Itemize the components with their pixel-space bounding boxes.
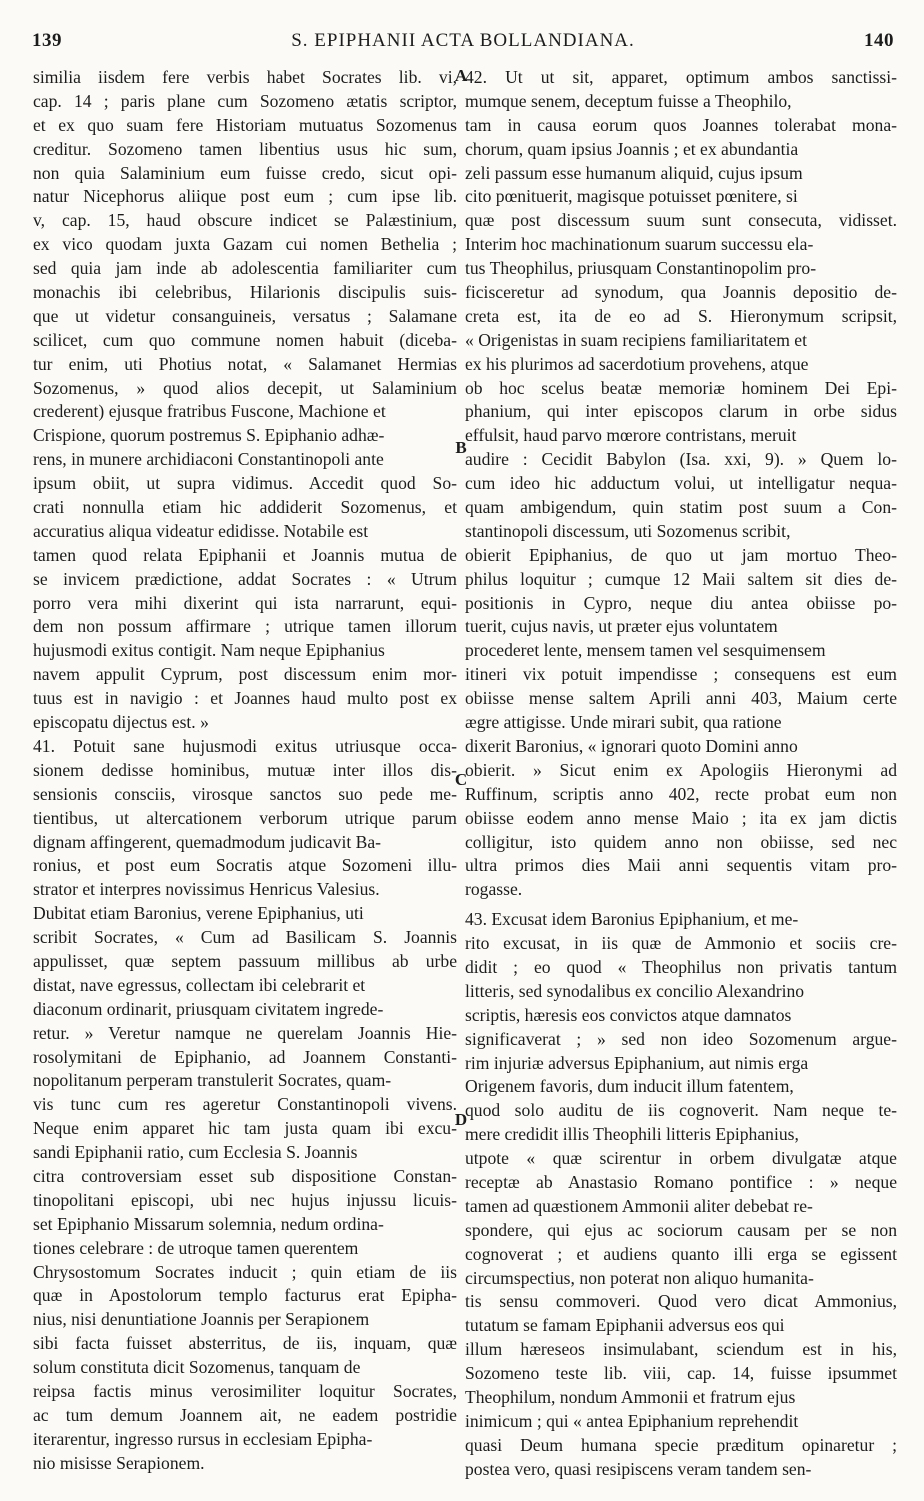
text-line: scribit Socrates, « Cum ad Basilicam S. Joannis (33, 927, 457, 948)
text-line: hujusmodi exitus contigit. Nam neque Epiphanius (33, 640, 385, 661)
text-line: quod solo auditu de iis cognoverit. Nam neque te- (465, 1100, 897, 1121)
text-line: inimicum ; qui « antea Epiphanium reprehendit (465, 1410, 799, 1431)
text-line: quæ post discessum suum sunt consecuta, vidisset. (465, 210, 897, 231)
text-line: tus Theophilus, priusquam Constantinopolim pro- (465, 258, 817, 279)
text-line: 43. Excusat idem Baronius Epiphanium, et me- (465, 909, 799, 930)
text-line: obierit. » Sicut enim ex Apologiis Hieronymi ad (465, 759, 897, 780)
text-line: rim injuriæ adversus Epiphanium, aut nimis erga (465, 1052, 809, 1073)
text-line: similia iisdem fere verbis habet Socrates lib. vi, (33, 67, 457, 87)
text-line: tuerit, cujus navis, ut præter ejus voluntatem (465, 616, 778, 637)
text-line: ex vico quodam juxta Gazam cui nomen Bethelia ; (33, 234, 457, 255)
text-line: tam in causa eorum quos Joannes tolerabat mona- (465, 114, 897, 135)
right-text-column (465, 66, 897, 1482)
text-line: quam ambigendum, quin statim post suum a Con- (465, 497, 897, 518)
text-line: et ex quo suam fere Historiam mutuatus Sozomenus (33, 114, 457, 135)
text-line: retur. » Veretur namque ne querelam Joannis Hie- (33, 1022, 457, 1043)
text-line: audire : Cecidit Babylon (Isa. xxi, 9). » Quem lo- (465, 449, 897, 470)
text-line: distat, nave egressus, collectam ibi celebrarit et (33, 974, 366, 995)
text-line: Ruffinum, scriptis anno 402, recte probat eum non (465, 783, 897, 804)
text-line: quæ in Apostolorum templo facturus erat Epipha- (33, 1285, 457, 1306)
text-line: nius, nisi denuntiatione Joannis per Serapionem (33, 1309, 370, 1330)
text-line: chorum, quam ipsius Joannis ; et ex abundantia (465, 138, 799, 159)
text-line: monachis ibi celebribus, Hilarionis discipulis suis- (33, 282, 457, 303)
text-line: episcopatu dijectus est. » (33, 712, 209, 733)
text-line: positionis in Cypro, neque diu antea obiisse po- (465, 592, 897, 613)
text-line: cap. 14 ; paris plane cum Sozomeno ætatis scriptor, (33, 90, 457, 111)
text-line: rens, in munere archidiaconi Constantinopoli ante (33, 449, 384, 470)
text-line: obierit Epiphanius, de quo ut jam mortuo Theo- (465, 544, 897, 565)
text-line: porro vera mihi dixerint qui ista narrarunt, equi- (33, 592, 457, 613)
text-line: diaconum ordinarit, priusquam civitatem ingrede- (33, 998, 384, 1019)
running-header (32, 30, 894, 58)
text-line: crederent) ejusque fratribus Fuscone, Machione et (33, 401, 386, 422)
text-line: v, cap. 15, haud obscure indicet se Palæstinium, (33, 210, 457, 231)
text-line: utpote « quæ scirentur in orbem divulgatæ atque (465, 1148, 897, 1169)
text-line: vis tunc cum res ageretur Constantinopoli vivens. (33, 1094, 457, 1115)
text-line: scilicet, cum quo commune nomen habuit (diceba- (33, 329, 457, 350)
text-line: dem non possum affirmare ; utrique tamen illorum (33, 616, 457, 637)
text-line: ac tum demum Joannem ait, ne eadem postridie (33, 1404, 457, 1425)
text-line: Sozomeno teste lib. viii, cap. 14, fuisse ipsummet (465, 1363, 897, 1384)
text-line: 42. Ut ut sit, apparet, optimum ambos sanctissi- (465, 67, 897, 87)
text-line: accuratius aliqua videatur edidisse. Notabile est (33, 520, 369, 541)
text-line: tur enim, uti Photius notat, « Salamanet Hermias (33, 353, 457, 374)
text-line: cognoverat ; et audiens quanto illi erga se egissent (465, 1243, 897, 1264)
text-line: zeli passum esse humanum aliquid, cujus ipsum (465, 162, 803, 183)
text-line: significaverat ; » sed non ideo Sozomenum argue- (465, 1028, 897, 1049)
running-title: S. EPIPHANII ACTA BOLLANDIANA. (291, 30, 635, 51)
text-line: circumspectius, non poterat non aliquo humanita- (465, 1267, 814, 1288)
text-line: tientibus, ut altercationem verborum utrique parum (33, 807, 457, 828)
text-line: illum hæreseos insimulabant, sciendum est in his, (465, 1339, 897, 1360)
text-line: solum constituta dicit Sozomenus, tanquam de (33, 1357, 361, 1378)
text-line: tuus est in navigio : et Joannes haud multo post ex (33, 688, 457, 709)
text-line: se invicem prædictione, addat Socrates : « Utrum (33, 568, 457, 589)
text-line: Dubitat etiam Baronius, verene Epiphanius, uti (33, 903, 364, 924)
text-line: sibi facta fuisset absterritus, de iis, inquam, quæ (33, 1333, 457, 1354)
text-line: postea vero, quasi resipiscens veram tandem sen- (465, 1458, 812, 1479)
text-line: que ut videtur consanguineis, versatus ; Salamane (33, 305, 457, 326)
text-line: navem appulit Cyprum, post discessum enim mor- (33, 664, 457, 685)
text-line: rosolymitani de Epiphanio, ad Joannem Constanti- (33, 1046, 457, 1067)
text-line: « Origenistas in suam recipiens familiaritatem et (465, 329, 807, 350)
text-line: iterarentur, ingresso rursus in ecclesiam Epipha- (33, 1428, 373, 1449)
text-line: itineri vix potuit impendisse ; consequens est eum (465, 664, 897, 685)
text-line: scriptis, hæresis eos convictos atque damnatos (465, 1004, 792, 1025)
text-line: sensionis consciis, virosque sanctos suo pede me- (33, 783, 457, 804)
text-line: appulisset, quæ septem passuum millibus ab urbe (33, 950, 457, 971)
text-line: dixerit Baronius, « ignorari quoto Domini anno (465, 735, 798, 756)
text-line: reipsa factis minus verosimiliter loquitur Socrates, (33, 1380, 457, 1401)
text-line: mumque senem, deceptum fuisse a Theophilo, (465, 90, 792, 111)
text-line: litteris, sed synodalibus ex concilio Alexandrino (465, 980, 805, 1001)
text-line: Origenem favoris, dum inducit illum fatentem, (465, 1076, 794, 1097)
text-line: dignam affingerent, quemadmodum judicavit Ba- (33, 831, 382, 852)
text-line: procederet lente, mensem tamen vel sesquimensem (465, 640, 826, 661)
text-line: ronius, et post eum Socratis atque Sozomeni illu- (33, 855, 457, 876)
text-line: Theophilum, nondum Ammonii et fratrum ejus (465, 1386, 796, 1407)
text-line: receptæ ab Anastasio Romano pontifice : » neque (465, 1171, 897, 1192)
text-line: 41. Potuit sane hujusmodi exitus utriusque occa- (33, 735, 457, 756)
page-number-left: 139 (32, 30, 62, 51)
text-line: Neque enim apparet hic tam justa quam ibi excu- (33, 1118, 457, 1139)
text-line: stantinopoli discessum, uti Sozomenus scribit, (465, 520, 791, 541)
text-line: ultra primos dies Maii anni sequentis vitam pro- (465, 855, 897, 876)
text-line: spondere, qui ejus ac sociorum causam per se non (465, 1219, 897, 1240)
text-line: strator et interpres novissimus Henricus Valesius. (33, 879, 380, 900)
margin-letter-d: D (454, 1110, 468, 1129)
text-line: rito excusat, in iis quæ de Ammonio et sociis cre- (465, 933, 897, 954)
text-line: ob hoc scelus beatæ memoriæ hominem Dei Epi- (465, 377, 897, 398)
text-line: phanium, qui inter episcopos clarum in orbe sidus (465, 401, 897, 422)
text-line: obiisse mense saltem Aprili anni 403, Maium certe (465, 688, 897, 709)
text-line: sed quia jam inde ab adolescentia familiariter cum (33, 258, 457, 279)
text-line: effulsit, haud parvo mœrore contristans, meruit (465, 425, 797, 446)
text-line: cum ideo hic adductum volui, ut intelligatur nequa- (465, 473, 897, 494)
text-line: quasi Deum humana specie præditum opinaretur ; (465, 1434, 897, 1455)
text-line: Interim hoc machinationum suarum successu ela- (465, 234, 814, 255)
text-line: ipsum obiit, ut supra vidimus. Accedit quod So- (33, 473, 457, 494)
text-line: Sozomenus, » quod alios decepit, ut Salaminium (33, 377, 457, 398)
text-line: set Epiphanio Missarum solemnia, nedum ordina- (33, 1213, 384, 1234)
text-line: creditur. Sozomeno tamen libentius usus hic sum, (33, 138, 457, 159)
margin-letter-c: C (454, 770, 468, 789)
text-line: tutatum se famam Epiphanii adversus eos qui (465, 1315, 785, 1336)
text-line: sionem dedisse hominibus, mutuæ inter illos dis- (33, 759, 457, 780)
page-number-right: 140 (864, 30, 894, 51)
text-line: obiisse eodem anno mense Maio ; ita ex jam dictis (465, 807, 897, 828)
text-line: tamen ad quæstionem Ammonii aliter debebat re- (465, 1195, 813, 1216)
text-line: natur Nicephorus aliique post eum ; cum ipse lib. (33, 186, 457, 207)
text-line: Crispione, quorum postremus S. Epiphanio adhæ- (33, 425, 385, 446)
text-line: creta est, ita de eo ad S. Hieronymum scripsit, (465, 305, 897, 326)
text-line: Chrysostomum Socrates inducit ; quin etiam de iis (33, 1261, 457, 1282)
text-line: colligitur, isto quidem anno non obiisse, sed nec (465, 831, 897, 852)
text-line: didit ; eo quod « Theophilus non privatis tantum (465, 956, 897, 977)
text-line: tiones celebrare : de utroque tamen querentem (33, 1237, 359, 1258)
text-line: tis sensu commoveri. Quod vero dicat Ammonius, (465, 1291, 897, 1312)
left-text-column (33, 66, 457, 1476)
text-line: crati nonnulla etiam hic addiderit Sozomenus, et (33, 497, 457, 518)
text-line: cito pœnituerit, magisque potuisset pœnitere, si (465, 186, 798, 207)
text-line: rogasse. (465, 879, 523, 900)
text-line: non quia Salaminium eum fuisse credo, sicut opi- (33, 162, 457, 183)
text-line: nopolitanum perperam transtulerit Socrates, quam- (33, 1070, 392, 1091)
text-line: ex his plurimos ad sacerdotium provehens, atque (465, 353, 809, 374)
margin-letter-a: A (454, 66, 468, 85)
text-line: sandi Epiphanii ratio, cum Ecclesia S. Joannis (33, 1142, 358, 1163)
text-line: mere credidit illis Theophili litteris Epiphanius, (465, 1124, 799, 1145)
margin-letter-b: B (455, 438, 467, 457)
text-line: tinopolitani episcopi, ubi nec hujus injussu licuis- (33, 1189, 457, 1210)
text-line: tamen quod relata Epiphanii et Joannis mutua de (33, 544, 457, 565)
text-line: philus loquitur ; cumque 12 Maii saltem sit dies de- (465, 568, 897, 589)
text-line: citra controversiam esset sub dispositione Constan- (33, 1165, 457, 1186)
text-line: ægre attigisse. Unde mirari subit, qua ratione (465, 712, 782, 733)
text-line: nio misisse Serapionem. (33, 1452, 205, 1473)
text-line: ficisceretur ad synodum, qua Joannis depositio de- (465, 282, 897, 303)
